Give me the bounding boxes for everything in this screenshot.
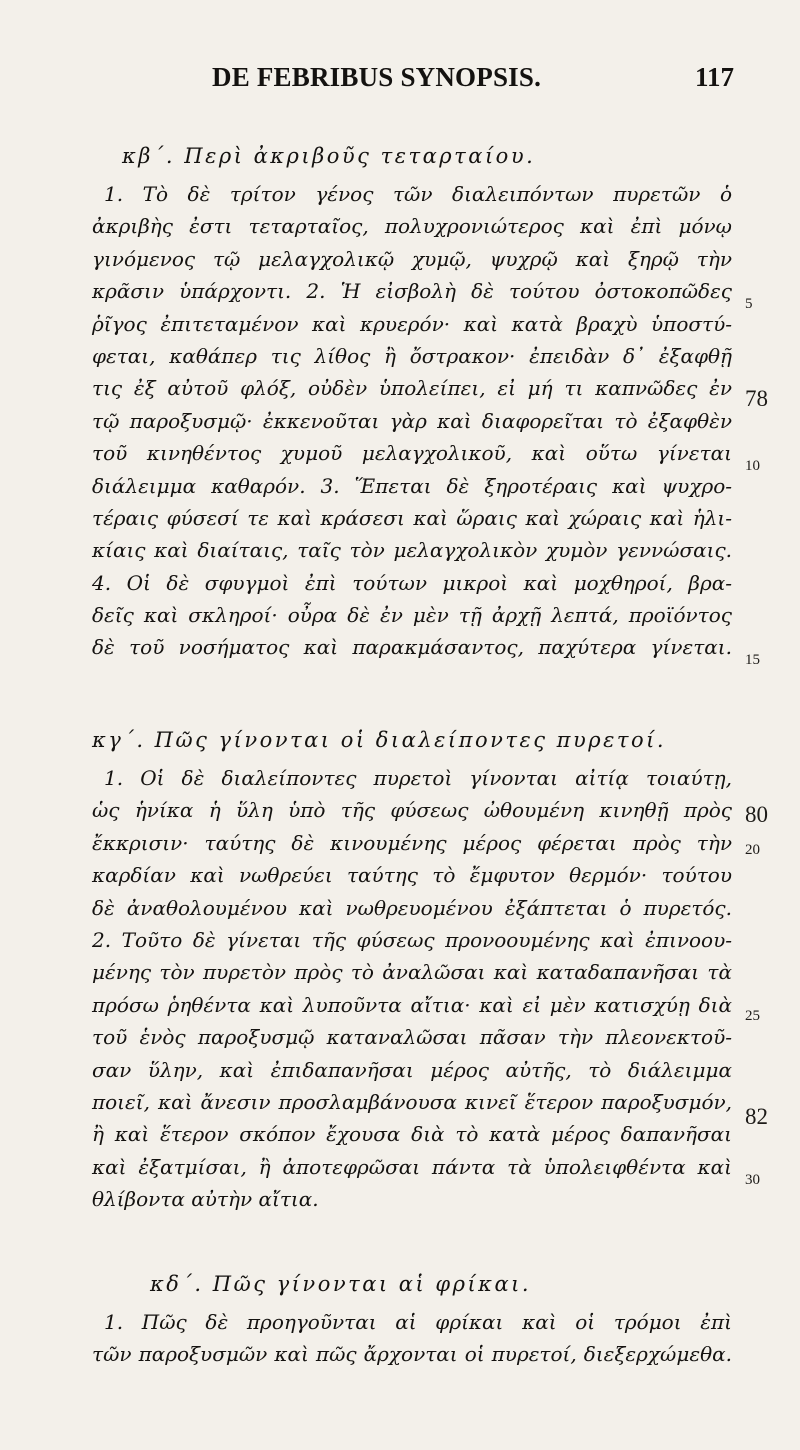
text-line: θλίβοντα αὐτὴν αἴτια. — [92, 1187, 319, 1212]
page-header — [0, 62, 800, 102]
text-line: δεῖς καὶ σκληροί· οὖρα δὲ ἐν μὲν τῇ ἀρχῇ λεπτά, προϊόντος — [92, 603, 732, 628]
text-line: πρόσω ῥηθέντα καὶ λυποῦντα αἴτια· καὶ εἰ μὲν κατισχύῃ διὰ — [92, 992, 732, 1017]
section-heading: κβ΄. Περὶ ἀκριβοῦς τεταρταίου. — [122, 144, 536, 168]
text-line: καὶ ἐξατμίσαι, ἢ ἀποτεφρῶσαι πάντα τὰ ὑπολειφθέντα καὶ — [92, 1154, 732, 1179]
text-line: δὲ τοῦ νοσήματος καὶ παρακμάσαντος, παχύτερα γίνεται. — [92, 635, 732, 660]
text-line: καρδίαν καὶ νωθρεύει ταύτης τὸ ἔμφυτον θερμόν· τούτου — [92, 863, 732, 888]
line-number: 20 — [745, 842, 760, 858]
edition-page-ref: 78 — [745, 386, 768, 411]
section-heading: κγ΄. Πῶς γίνονται οἱ διαλείποντες πυρετοί. — [92, 728, 667, 752]
text-line: φεται, καθάπερ τις λίθος ἢ ὄστρακον· ἐπειδὰν δ᾽ ἐξαφθῇ — [92, 343, 732, 368]
line-number: 10 — [745, 458, 760, 474]
running-title: DE FEBRIBUS SYNOPSIS. — [212, 62, 542, 92]
text-line: κίαις καὶ διαίταις, ταῖς τὸν μελαγχολικὸν χυμὸν γεννώσαις. — [92, 538, 732, 563]
line-number: 15 — [745, 652, 760, 668]
text-line: τέραις φύσεσί τε καὶ κράσεσι καὶ ὥραις καὶ χώραις καὶ ἡλι- — [92, 505, 732, 530]
text-line: σαν ὕλην, καὶ ἐπιδαπανῆσαι μέρος αὐτῆς, τὸ διάλειμμα — [92, 1057, 732, 1082]
section-body — [92, 762, 732, 1215]
text-line: τοῦ ἑνὸς παροξυσμῷ καταναλῶσαι πᾶσαν τὴν πλεονεκτοῦ- — [92, 1025, 732, 1050]
text-line: τῶν παροξυσμῶν καὶ πῶς ἄρχονται οἱ πυρετοί, διεξερχώμεθα. — [92, 1342, 732, 1367]
edition-page-ref: 82 — [745, 1104, 768, 1129]
section-body — [92, 178, 732, 664]
text-line: ἢ καὶ ἕτερον σκόπον ἔχουσα διὰ τὸ κατὰ μέρος δαπανῆσαι — [92, 1122, 732, 1147]
text-line: διάλειμμα καθαρόν. 3. Ἕπεται δὲ ξηροτέραις καὶ ψυχρο- — [92, 473, 732, 498]
line-number: 30 — [745, 1172, 760, 1188]
text-line: ἀκριβὴς ἐστι τεταρταῖος, πολυχρονιώτερος καὶ ἐπὶ μόνῳ — [92, 214, 732, 239]
text-line: 2. Τοῦτο δὲ γίνεται τῆς φύσεως προνοουμένης καὶ ἐπινοου- — [92, 927, 732, 952]
text-line: κρᾶσιν ὑπάρχοντι. 2. Ἡ εἰσβολὴ δὲ τούτου ὀστοκοπῶδες — [92, 279, 732, 304]
page-number: 117 — [694, 62, 734, 92]
section-heading: κδ΄. Πῶς γίνονται αἱ φρίκαι. — [150, 1272, 532, 1296]
text-line: δὲ ἀναθολουμένου καὶ νωθρευομένου ἐξάπτεται ὁ πυρετός. — [92, 895, 732, 920]
text-line: ποιεῖ, καὶ ἄνεσιν προσλαμβάνουσα κινεῖ ἕτερον παροξυσμόν, — [92, 1089, 732, 1114]
edition-page-ref: 80 — [745, 802, 768, 827]
text-line: γινόμενος τῷ μελαγχολικῷ χυμῷ, ψυχρῷ καὶ ξηρῷ τὴν — [92, 246, 732, 271]
line-number: 5 — [745, 296, 753, 312]
text-line: τῷ παροξυσμῷ· ἐκκενοῦται γὰρ καὶ διαφορεῖται τὸ ἐξαφθὲν — [92, 408, 732, 433]
text-line: 1. Πῶς δὲ προηγοῦνται αἱ φρίκαι καὶ οἱ τρόμοι ἐπὶ — [104, 1310, 732, 1334]
text-line: 4. Οἱ δὲ σφυγμοὶ ἐπὶ τούτων μικροὶ καὶ μοχθηροί, βρα- — [92, 570, 732, 595]
text-line: μένης τὸν πυρετὸν πρὸς τὸ ἀναλῶσαι καὶ καταδαπανῆσαι τὰ — [92, 960, 732, 985]
margin-column — [745, 0, 795, 1450]
line-number: 25 — [745, 1008, 760, 1024]
text-line: ῥῖγος ἐπιτεταμένον καὶ κρυερόν· καὶ κατὰ βραχὺ ὑποστύ- — [92, 311, 732, 336]
text-line: 1. Τὸ δὲ τρίτον γένος τῶν διαλειπόντων πυρετῶν ὁ — [104, 182, 732, 206]
text-line: 1. Οἱ δὲ διαλείποντες πυρετοὶ γίνονται αἰτίᾳ τοιαύτῃ, — [104, 766, 732, 790]
text-line: τοῦ κινηθέντος χυμοῦ μελαγχολικοῦ, καὶ οὕτω γίνεται — [92, 441, 732, 466]
text-line: τις ἐξ αὐτοῦ φλόξ, οὐδὲν ὑπολείπει, εἰ μή τι καπνῶδες ἐν — [92, 376, 732, 401]
section-body — [92, 1306, 732, 1371]
text-line: ἔκκρισιν· ταύτης δὲ κινουμένης μέρος φέρεται πρὸς τὴν — [92, 830, 732, 855]
text-line: ὡς ἡνίκα ἡ ὕλη ὑπὸ τῆς φύσεως ὠθουμένη κινηθῇ πρὸς — [92, 798, 732, 823]
